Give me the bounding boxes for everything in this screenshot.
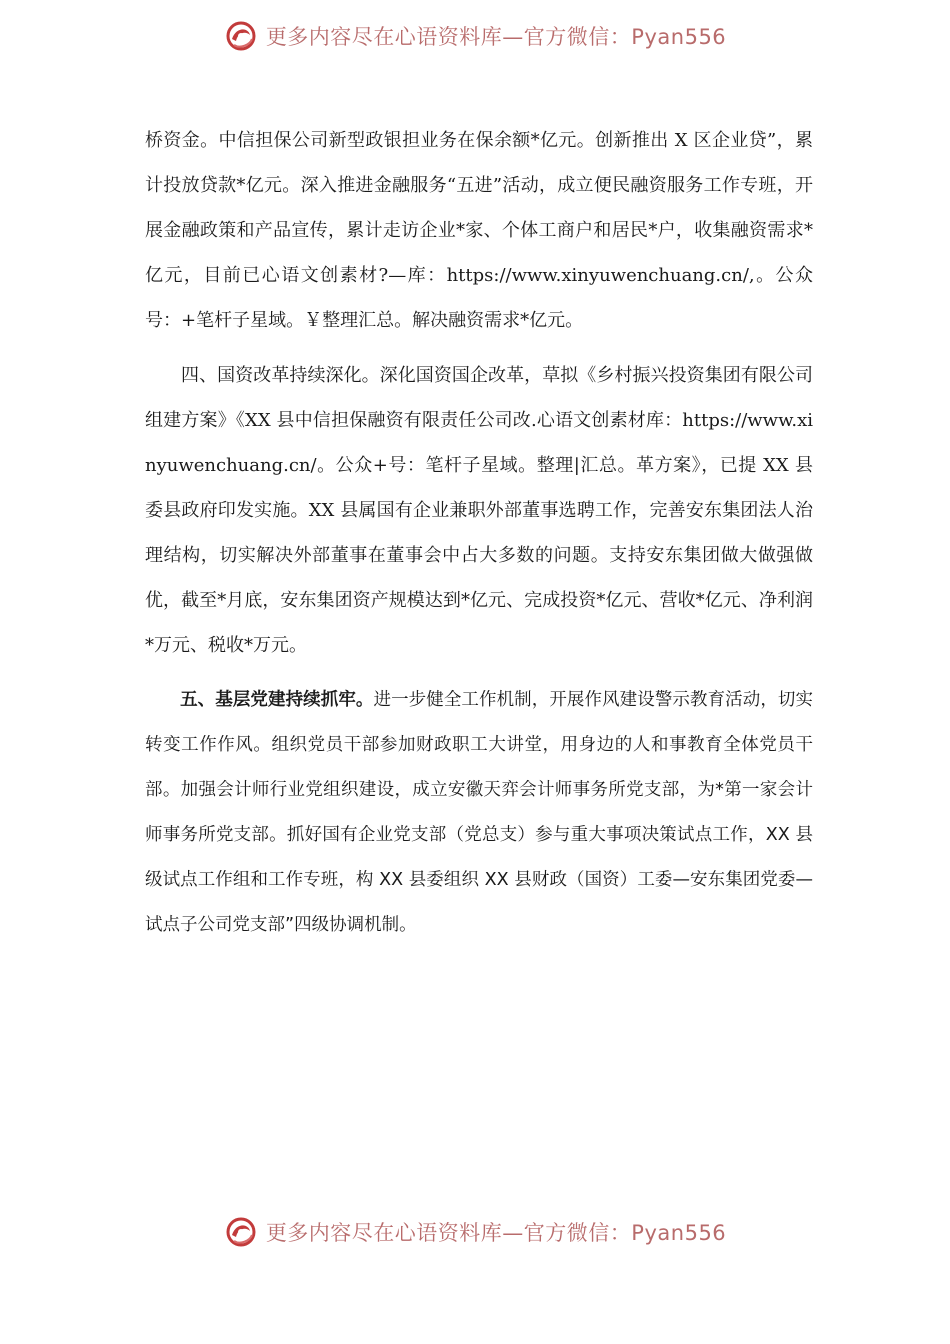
red-swirl-logo-icon	[224, 19, 258, 53]
header-banner	[0, 14, 950, 58]
banner-text: 更多内容尽在心语资料库—官方微信：Pyan556	[265, 1221, 727, 1245]
paragraph-soe-reform	[145, 353, 813, 668]
paragraph-text: 四、国资改革持续深化。深化国资国企改革，草拟《乡村振兴投资集团有限公司组建方案》《XX 县中信担保融资有限责任公司改.心语文创素材库：https://www.xinyuwenchuang.cn/。公众+号：笔杆子星域。整理|汇总。革方案》，已提 XX 县委县政府印发实施。XX 县属国有企业兼职外部董事选聘工作，完善安东集团法人治理结构，切实解决外部董事在董事会中占大多数的问题。支持安东集团做大做强做优，截至*月底，安东集团资产规模达到*亿元、完成投资*亿元、营收*亿元、净利润 *万元、税收*万元。	[145, 365, 813, 656]
paragraph-text: 进一步健全工作机制，开展作风建设警示教育活动，切实转变工作作风。组织党员干部参加财政职工大讲堂，用身边的人和事教育全体党员干部。加强会计师行业党组织建设，成立安徽天弈会计师事务所党支部，为*第一家会计师事务所党支部。抓好国有企业党支部（党总支）参与重大事项决策试点工作，XX 县级试点工作组和工作专班，构 XX 县委组织 XX 县财政（国资）工委—安东集团党委—试点子公司党支部”四级协调机制。	[145, 690, 813, 935]
paragraph-party-building	[145, 678, 813, 948]
red-swirl-logo-icon	[224, 1215, 258, 1249]
document-body	[145, 118, 813, 948]
paragraph-financing	[145, 118, 813, 343]
paragraph-text: 桥资金。中信担保公司新型政银担业务在保余额*亿元。创新推出 X 区企业贷”，累计投放贷款*亿元。深入推进金融服务“五进”活动，成立便民融资服务工作专班，开展金融政策和产品宣传，累计走访企业*家、个体工商户和居民*户，收集融资需求*亿元，目前已心语文创素材?—库：https://www.xinyuwenchuang.cn/,。公众号：+笔杆子星域。￥整理汇总。解决融资需求*亿元。	[145, 130, 813, 331]
banner-text: 更多内容尽在心语资料库—官方微信：Pyan556	[265, 25, 727, 49]
footer-banner	[0, 1210, 950, 1254]
paragraph-heading: 五、基层党建持续抓牢。	[180, 690, 374, 710]
